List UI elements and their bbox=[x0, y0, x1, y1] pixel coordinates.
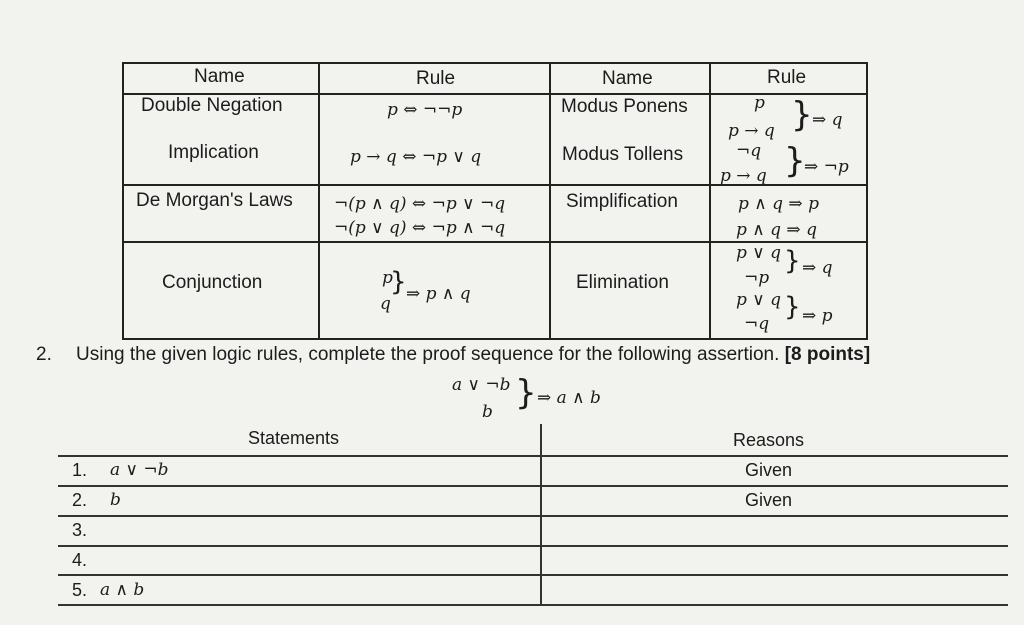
proof-line bbox=[58, 455, 1008, 457]
proof-line bbox=[58, 574, 1008, 576]
modus-tollens-conclusion: ⇒ ¬p bbox=[804, 157, 849, 177]
modus-ponens-premise-1: p bbox=[754, 93, 765, 113]
proof-line bbox=[58, 545, 1008, 547]
modus-ponens-premise-2: p → q bbox=[728, 121, 775, 141]
rules-col-divider bbox=[549, 62, 551, 340]
modus-tollens-premise-2: p → q bbox=[720, 166, 767, 186]
header-rule-2: Rule bbox=[767, 67, 807, 88]
rules-table bbox=[122, 62, 868, 340]
proof-line bbox=[58, 515, 1008, 517]
proof-statement: a ∧ b bbox=[100, 580, 145, 600]
question-number: 2. bbox=[36, 344, 52, 365]
implication-rule: p → q ⇔ ¬p ∨ q bbox=[350, 147, 482, 167]
modus-ponens-conclusion: ⇒ q bbox=[812, 110, 843, 130]
proof-row-number: 1. bbox=[72, 460, 88, 480]
rules-col-divider bbox=[318, 62, 320, 340]
double-negation-rule: p ⇔ ¬¬p bbox=[387, 100, 463, 120]
proof-line bbox=[58, 485, 1008, 487]
proof-statement: a ∨ ¬b bbox=[110, 460, 169, 480]
proof-row-number: 2. bbox=[72, 490, 88, 510]
modus-tollens-brace-icon: } bbox=[784, 141, 806, 181]
question-prompt: Using the given logic rules, complete the proof sequence for the following assertion. bbox=[76, 344, 780, 365]
rules-border-right bbox=[866, 62, 868, 340]
elimination-a-brace-icon: } bbox=[784, 246, 801, 276]
rules-col-divider bbox=[709, 62, 711, 340]
assertion-conclusion: ⇒ a ∧ b bbox=[537, 388, 601, 408]
elimination-b-premise-1: p ∨ q bbox=[736, 290, 782, 310]
implication-name: Implication bbox=[168, 142, 259, 163]
proof-reason: Given bbox=[745, 460, 793, 480]
conjunction-premise-1: p bbox=[382, 268, 393, 288]
proof-col-divider bbox=[540, 424, 542, 604]
proof-row-number: 5. bbox=[72, 580, 88, 600]
simplification-name: Simplification bbox=[566, 191, 678, 212]
modus-ponens-name: Modus Ponens bbox=[561, 96, 688, 117]
modus-tollens-name: Modus Tollens bbox=[562, 144, 684, 165]
proof-header-statements: Statements bbox=[248, 428, 340, 448]
proof-statement: b bbox=[110, 490, 121, 510]
question-points: [8 points] bbox=[784, 344, 871, 365]
simplification-rule-2: p ∧ q ⇒ q bbox=[736, 220, 817, 240]
assertion-brace-icon: } bbox=[515, 373, 537, 413]
modus-tollens-premise-1: ¬q bbox=[736, 141, 762, 161]
header-rule: Rule bbox=[416, 68, 456, 89]
elimination-a-premise-1: p ∨ q bbox=[736, 243, 782, 263]
elimination-name: Elimination bbox=[576, 272, 669, 293]
proof-row-number: 3. bbox=[72, 520, 88, 540]
elimination-a-premise-2: ¬p bbox=[744, 268, 770, 288]
proof-row-number: 4. bbox=[72, 550, 88, 570]
elimination-a-conclusion: ⇒ q bbox=[802, 258, 833, 278]
simplification-rule-1: p ∧ q ⇒ p bbox=[738, 194, 819, 214]
assertion-premise-2: b bbox=[482, 402, 493, 422]
question-text bbox=[76, 344, 870, 366]
proof-reason: Given bbox=[745, 490, 793, 510]
elimination-b-premise-2: ¬q bbox=[744, 314, 770, 334]
de-morgan-rule-1: ¬(p ∧ q) ⇔ ¬p ∨ ¬q bbox=[334, 194, 506, 214]
proof-header-reasons: Reasons bbox=[733, 430, 805, 450]
rules-border-bottom bbox=[122, 338, 868, 340]
conjunction-premise-2: q bbox=[380, 294, 391, 314]
conjunction-conclusion: ⇒ p ∧ q bbox=[406, 284, 471, 304]
header-name: Name bbox=[194, 66, 245, 87]
conjunction-name: Conjunction bbox=[162, 272, 263, 293]
rules-border-left bbox=[122, 62, 124, 340]
conjunction-brace-icon: } bbox=[390, 267, 407, 297]
modus-ponens-brace-icon: } bbox=[791, 95, 813, 135]
de-morgan-rule-2: ¬(p ∨ q) ⇔ ¬p ∧ ¬q bbox=[334, 218, 506, 238]
header-name-2: Name bbox=[602, 68, 653, 89]
double-negation-name: Double Negation bbox=[141, 95, 283, 116]
proof-line bbox=[58, 604, 1008, 606]
elimination-b-brace-icon: } bbox=[784, 292, 801, 322]
rules-border-top bbox=[122, 62, 868, 64]
de-morgan-name: De Morgan's Laws bbox=[136, 190, 293, 211]
assertion-premise-1: a ∨ ¬b bbox=[452, 375, 511, 395]
elimination-b-conclusion: ⇒ p bbox=[802, 306, 833, 326]
